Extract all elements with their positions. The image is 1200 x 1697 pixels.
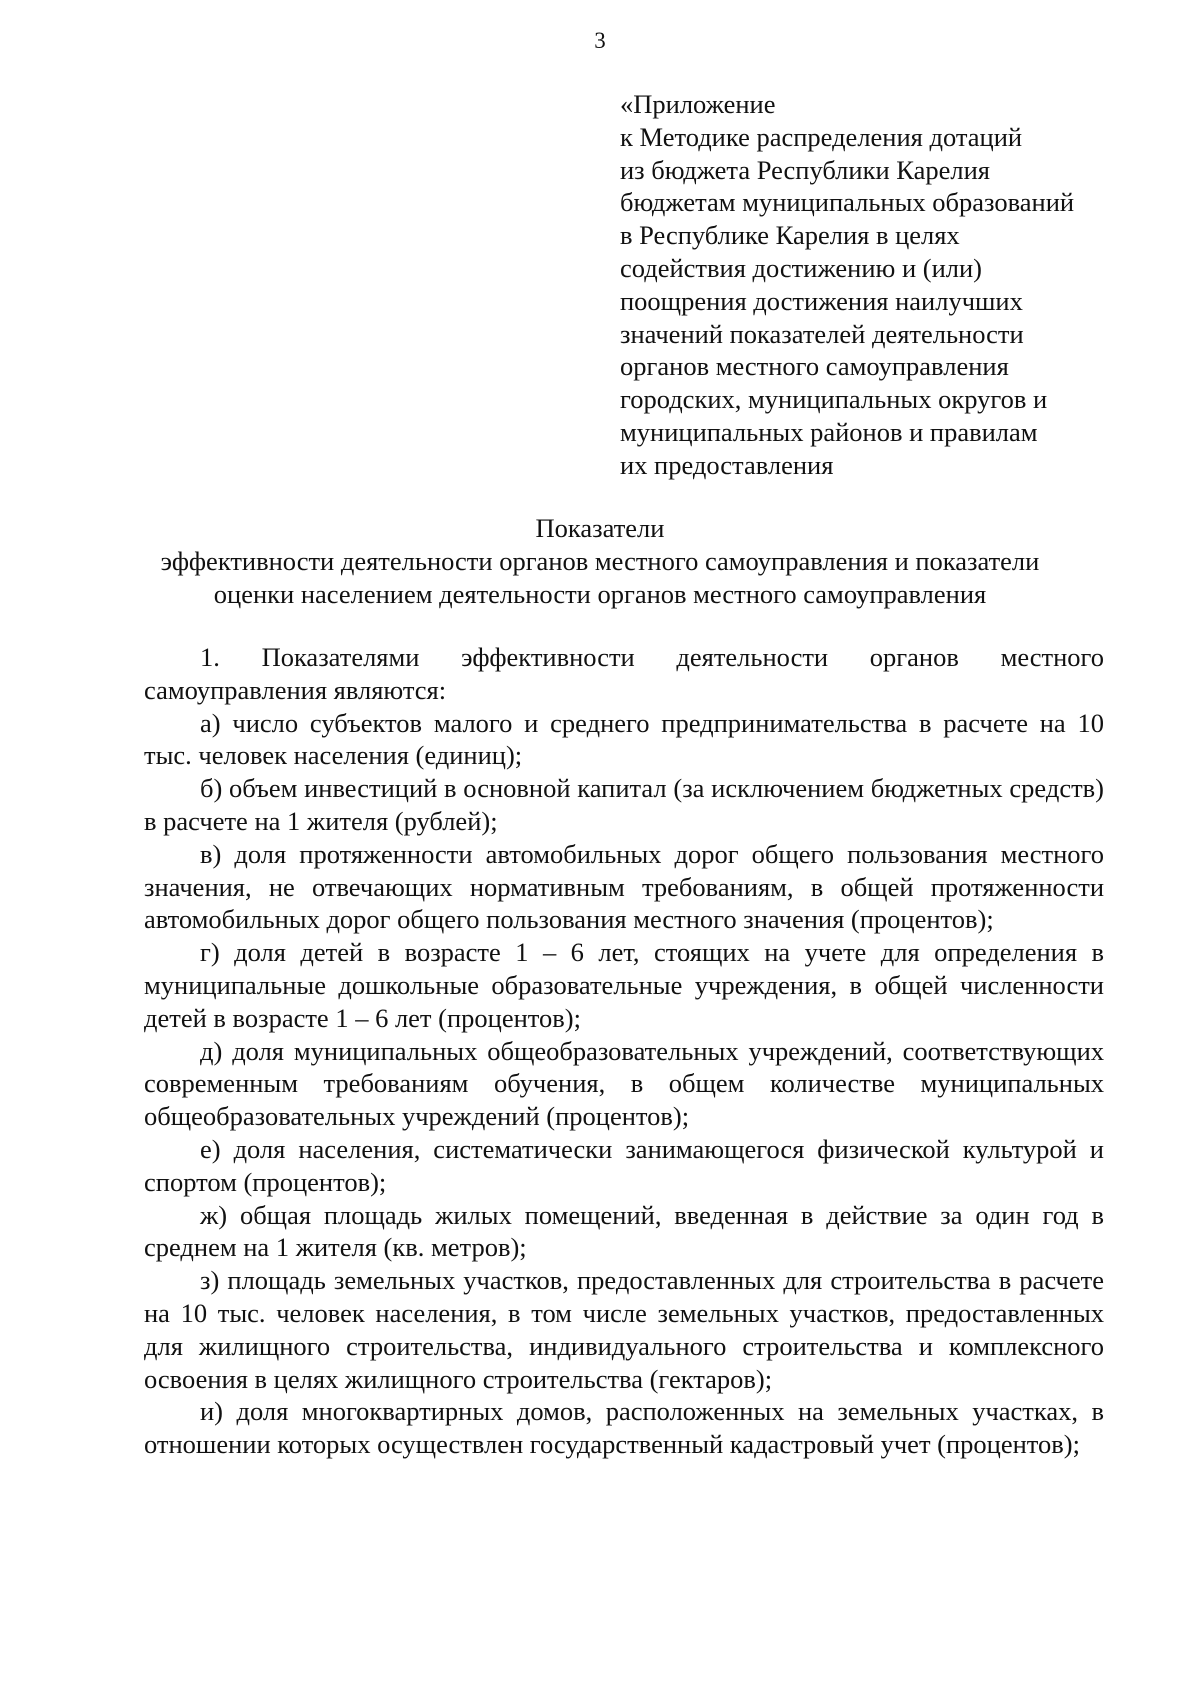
paragraph-item-z xyxy=(144,1264,1104,1395)
appendix-line: содействия достижению и (или) xyxy=(620,252,982,283)
paragraph-text: ж) общая площадь жилых помещений, введенная в действие за один год в среднем на 1 жителя (кв. метров); xyxy=(144,1199,1104,1263)
appendix-line: к Методике распределения дотаций xyxy=(620,121,1023,152)
appendix-line: поощрения достижения наилучших xyxy=(620,285,1023,316)
appendix-line: из бюджета Республики Карелия xyxy=(620,154,990,185)
appendix-line: в Республике Карелия в целях xyxy=(620,220,960,251)
title-line-3: оценки населением деятельности органов местного самоуправления xyxy=(213,578,987,609)
paragraph-item-e xyxy=(144,1133,1104,1199)
page-number: 3 xyxy=(594,28,606,53)
paragraph-item-zh xyxy=(144,1199,1104,1265)
appendix-line: органов местного самоуправления xyxy=(620,351,1009,382)
paragraph-text: б) объем инвестиций в основной капитал (за исключением бюджетных средств) в расчете на 1 жителя (рублей); xyxy=(144,773,1104,836)
appendix-line: значений показателей деятельности xyxy=(620,318,1024,349)
paragraph-text: а) число субъектов малого и среднего предпринимательства в расчете на 10 тыс. человек населения (единиц); xyxy=(144,707,1104,771)
document-body xyxy=(144,641,1104,1461)
appendix-line: «Приложение xyxy=(620,89,776,119)
appendix-line: городских, муниципальных округов и xyxy=(620,384,1048,415)
paragraph-item-g xyxy=(144,936,1104,1034)
paragraph-text: и) доля многоквартирных домов, расположенных на земельных участках, в отношении которых осуществлен государственный кадастровый учет (процентов); xyxy=(144,1396,1104,1460)
paragraph-item-a xyxy=(144,707,1104,773)
paragraph-item-b xyxy=(144,772,1104,838)
paragraph-text: д) доля муниципальных общеобразовательных учреждений, соответствующих современным требованиям обучения, в общем количестве муниципальных общеобразовательных учреждений (процентов); xyxy=(144,1035,1104,1132)
appendix-line: муниципальных районов и правилам xyxy=(620,416,1038,447)
appendix-line: их предоставления xyxy=(620,449,834,480)
paragraph-text: е) доля населения, систематически занимающегося физической культурой и спортом (процентов); xyxy=(144,1133,1104,1197)
paragraph-text: г) доля детей в возрасте 1 – 6 лет, стоящих на учете для определения в муниципальные дошкольные образовательные учреждения, в общей численности детей в возрасте 1 – 6 лет (процентов); xyxy=(144,937,1104,1033)
paragraph-intro xyxy=(144,641,1104,707)
title-line-1: Показатели xyxy=(535,513,665,543)
title-line-2: эффективности деятельности органов местного самоуправления и показатели xyxy=(160,545,1040,576)
paragraph-item-v xyxy=(144,838,1104,936)
paragraph-item-i xyxy=(144,1395,1104,1461)
paragraph-text: в) доля протяженности автомобильных дорог общего пользования местного значения, не отвечающих нормативным требованиям, в общей протяженности автомобильных дорог общего пользования местного значения (процентов); xyxy=(144,838,1104,935)
appendix-line: бюджетам муниципальных образований xyxy=(620,187,1075,218)
paragraph-text: 1. Показателями эффективности деятельности органов местного самоуправления являются: xyxy=(144,642,1104,705)
appendix-header xyxy=(620,88,1140,482)
document-title xyxy=(0,512,1200,610)
paragraph-item-d xyxy=(144,1035,1104,1133)
paragraph-text: з) площадь земельных участков, предоставленных для строительства в расчете на 10 тыс. человек населения, в том числе земельных участков, предоставленных для жилищного строительства, индивидуального строительства и комплексного освоения в целях жилищного строительства (гектаров); xyxy=(144,1265,1104,1394)
